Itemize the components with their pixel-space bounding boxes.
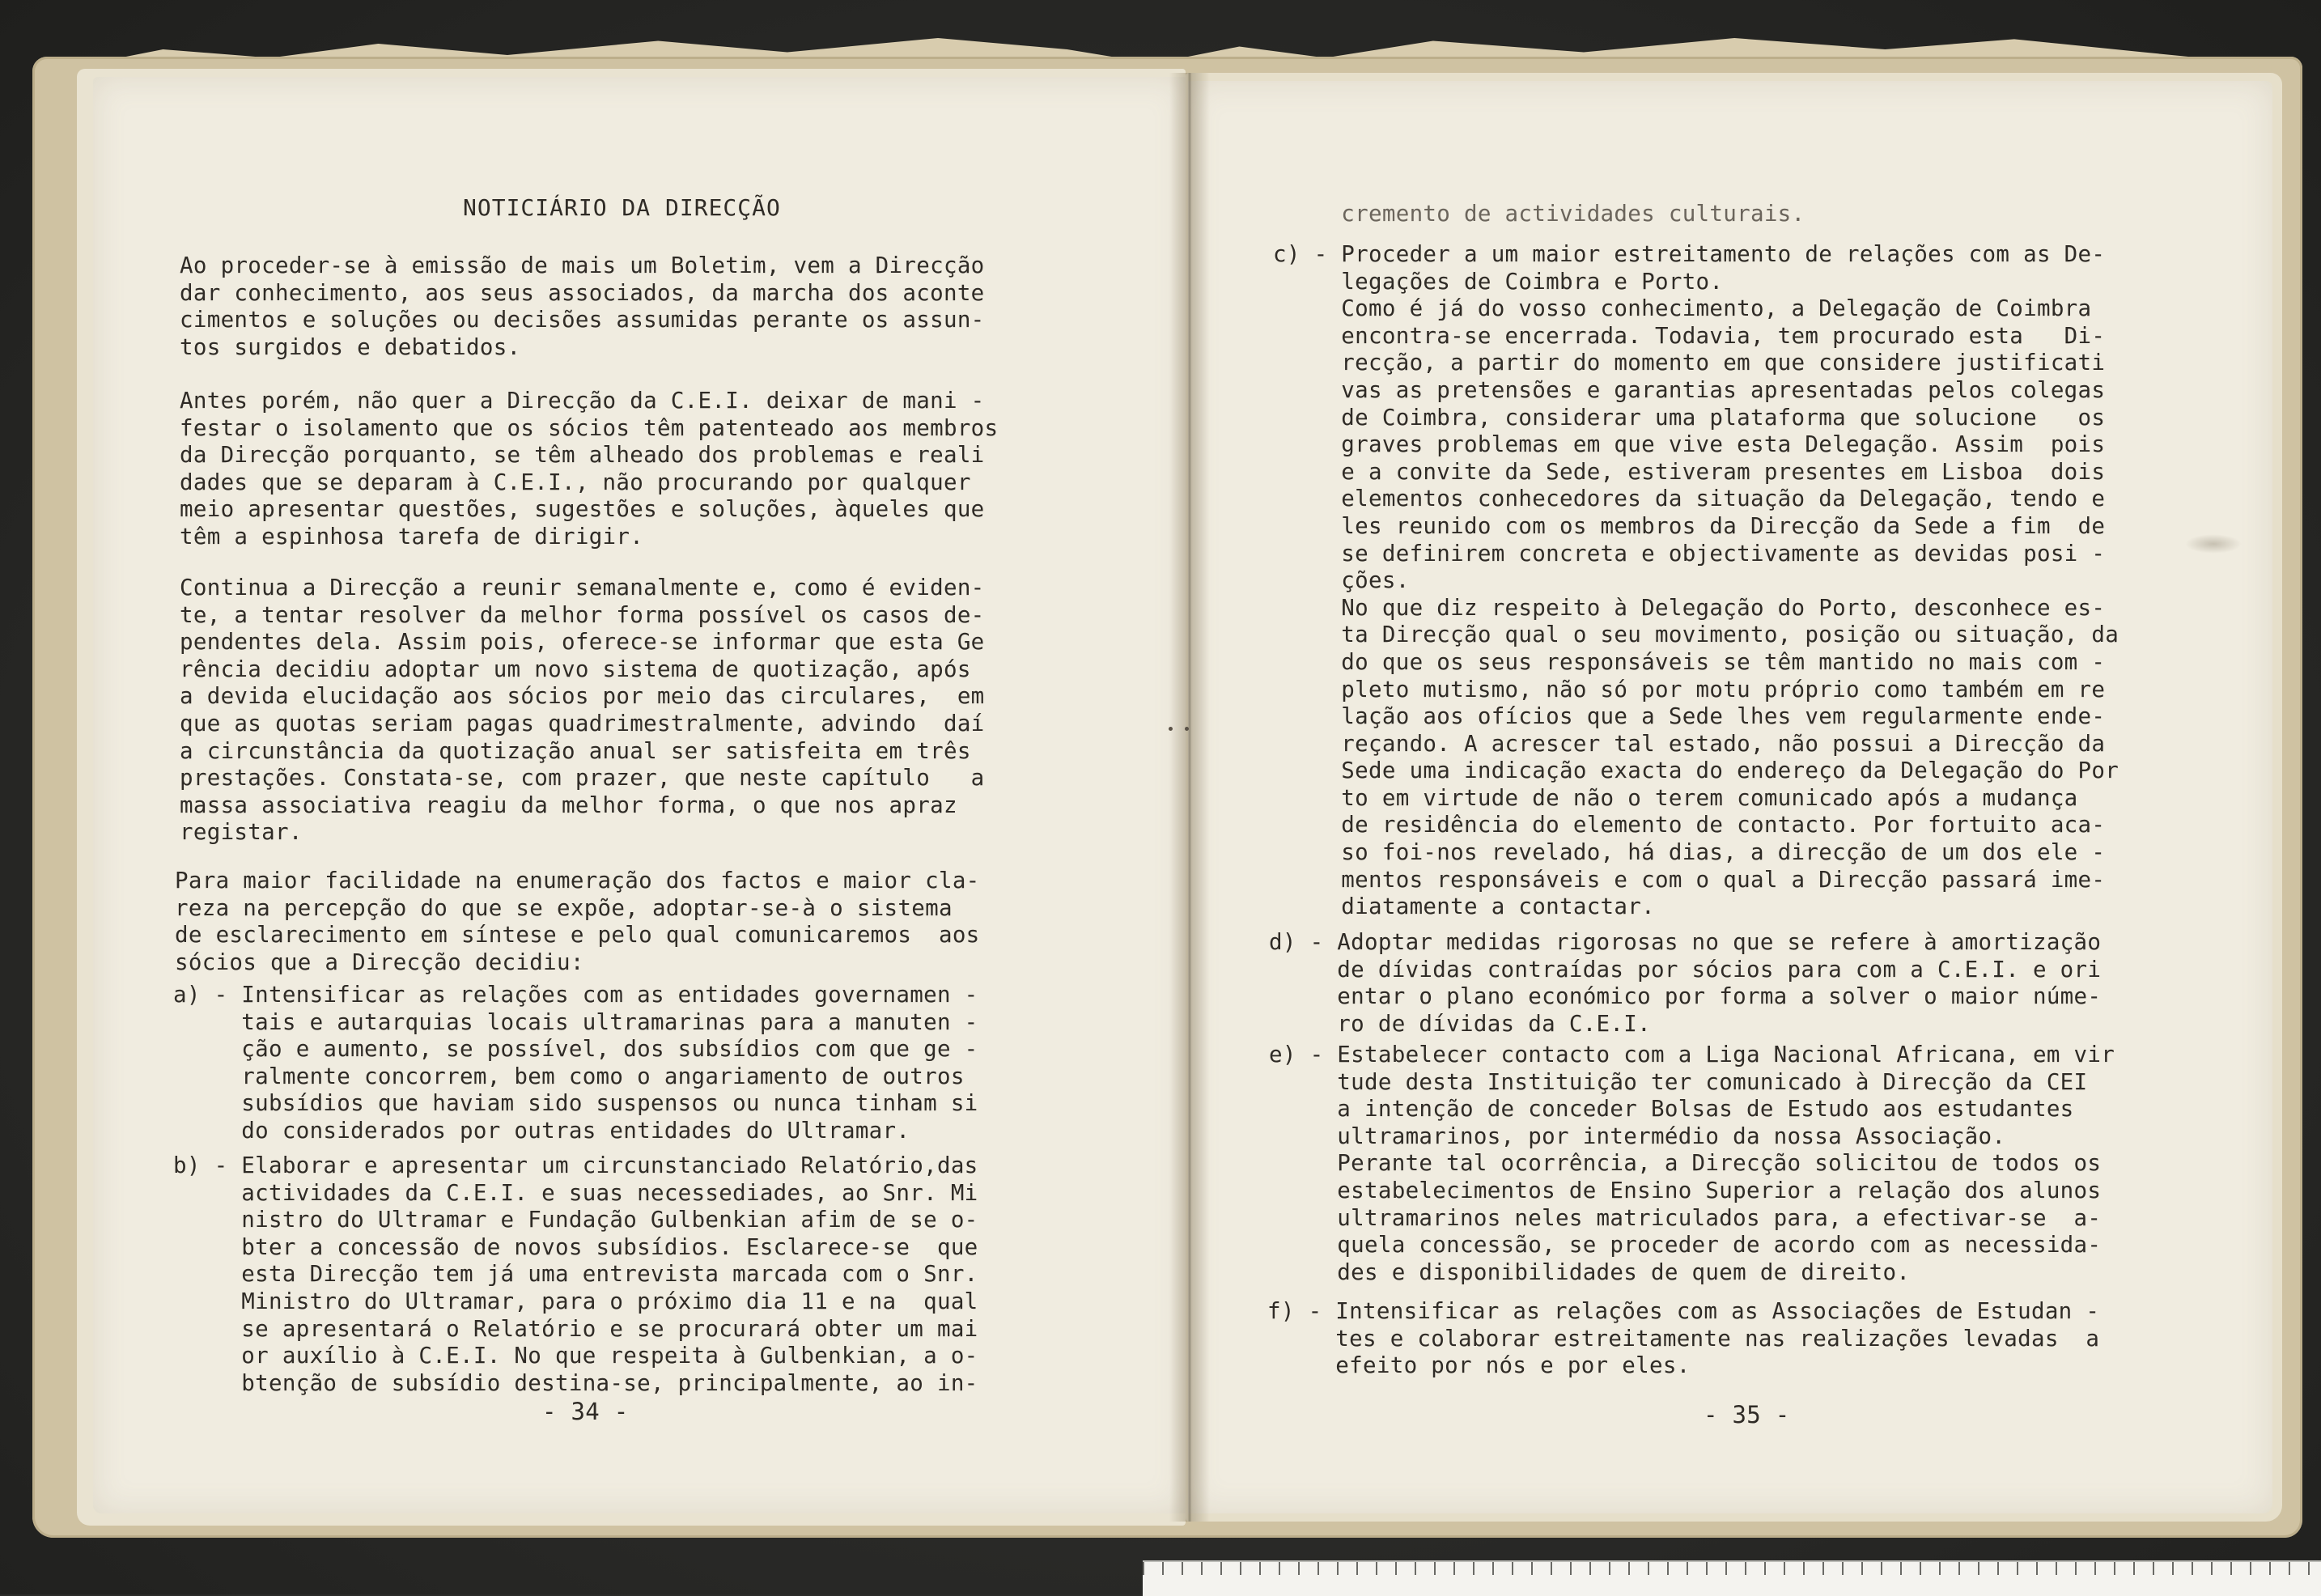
- book-gutter: [1169, 73, 1210, 1522]
- staple-marks: [1164, 720, 1196, 736]
- page-number: - 34 -: [542, 1398, 629, 1425]
- list-item-b: b) - Elaborar e apresentar um circunstanciado Relatório,das actividades da C.E.I. e suas necessediades, ao Snr. Mi nistro do Ultramar e Fundação Gulbenkian afim de se o- bter a concessão de novos subsídios. Esclarece-se que esta Direcção tem já uma entrevista marcada com o Snr. Ministro do Ultramar, para o próximo dia 11 e na qual se apresentará o Relatório e se procurará obter um mai or auxílio à C.E.I. No que respeita à Gulbenkian, a o- btenção de subsídio destina-se, principalmente, ao in-: [173, 1152, 978, 1396]
- list-item-e: e) - Estabelecer contacto com a Liga Nacional Africana, em vir tude desta Instituição ter comunicado à Direcção da CEI a intenção de conceder Bolsas de Estudo aos estudantes ultramarinos, por intermédio da nossa Associação. Perante tal ocorrência, a Direcção solicitou de todos os estabelecimentos de Ensino Superior a relação dos alunos ultramarinos neles matriculados para, a efectivar-se a- quela concessão, se proceder de acordo com as necessida- des e disponibilidades de quem de direito.: [1269, 1042, 2115, 1285]
- list-item-d: d) - Adoptar medidas rigorosas no que se refere à amortização de dívidas contraídas por sócios para com a C.E.I. e ori entar o plano económico por forma a solver o maior núme- ro de dívidas da C.E.I.: [1269, 929, 2102, 1037]
- paragraph: Ao proceder-se à emissão de mais um Boletim, vem a Direcção dar conhecimento, aos seus associados, da marcha dos aconte cimentos e soluções ou decisões assumidas perante os assun- tos surgidos e debatidos.: [180, 253, 985, 360]
- staple-mark: [1169, 727, 1173, 731]
- paragraph: Antes porém, não quer a Direcção da C.E.I. deixar de mani - festar o isolamento que os sócios têm patenteado aos membros da Direcção porquanto, se têm alheado dos problemas e reali dades que se deparam à C.E.I., não procurando por qualquer meio apresentar questões, sugestões e soluções, àqueles que têm a espinhosa tarefa de dirigir.: [180, 388, 999, 550]
- ruler-ticks: [1143, 1562, 2321, 1575]
- scale-ruler: [1143, 1560, 2321, 1596]
- paragraph: Para maior facilidade na enumeração dos factos e maior cla- reza na percepção do que se expõe, adoptar-se-à o sistema de esclarecimento em síntese e pelo qual comunicaremos aos sócios que a Direcção decidiu:: [175, 868, 980, 975]
- list-item-c: c) - Proceder a um maior estreitamento de relações com as De- legações de Coimbra e Porto. Como é já do vosso conhecimento, a Delegação de Coimbra encontra-se encerrada. Todavia, tem procurado esta Di- recção, a partir do momento em que considere justificati vas as pretensões e garantias apresentadas pelos colegas de Coimbra, considerar uma plataforma que solucione os graves problemas em que vive esta Delegação. Assim pois e a convite da Sede, estiveram presentes em Lisboa dois elementos conhecedores da situação da Delegação, tendo e les reunido com os membros da Direcção da Sede a fim de se definirem concreta e objectivamente as devidas posi - ções. No que diz respeito à Delegação do Porto, desconhece es- ta Direcção qual o seu movimento, posição ou situação, da do que os seus responsáveis se têm mantido no mais com - pleto mutismo, não só por motu próprio como também em re lação aos ofícios que a Sede lhes vem regularmente ende- reçando. A acrescer tal estado, não possui a Direcção da Sede uma indicação exacta do endereço da Delegação do Por to em virtude de não o terem comunicado após a mudança de residência do elemento de contacto. Por fortuito aca- so foi-nos revelado, há dias, a direcção de um dos ele - mentos responsáveis e com o qual a Direcção passará ime- diatamente a contactar.: [1273, 241, 2119, 920]
- carryover-line: cremento de actividades culturais.: [1273, 201, 1805, 227]
- staple-mark: [1185, 727, 1189, 731]
- paragraph: Continua a Direcção a reunir semanalmente e, como é eviden- te, a tentar resolver da melhor forma possível os casos de- pendentes dela. Assim pois, oferece-se informar que esta Ge rência decidiu adoptar um novo sistema de quotização, após a devida elucidação aos sócios por meio das circulares, em que as quotas seriam pagas quadrimestralmente, advindo daí a circunstância da quotização anual ser satisfeita em três prestações. Constata-se, com prazer, que neste capítulo a massa associativa reagiu da melhor forma, o que nos apraz registar.: [180, 575, 985, 846]
- list-item-a: a) - Intensificar as relações com as entidades governamen - tais e autarquias locais ultramarinas para a manuten - ção e aumento, se possível, dos subsídios com que ge - ralmente concorrem, bem como o angariamento de outros subsídios que haviam sido suspensos ou nunca tinham si do considerados por outras entidades do Ultramar.: [173, 982, 978, 1144]
- page-smudge: [2185, 534, 2242, 554]
- page-number: - 35 -: [1704, 1401, 1790, 1428]
- page-title: NOTICIÁRIO DA DIRECÇÃO: [463, 194, 781, 221]
- list-item-f: f) - Intensificar as relações com as Associações de Estudan - tes e colaborar estreitamente nas realizações levadas a efeito por nós e por eles.: [1267, 1298, 2100, 1379]
